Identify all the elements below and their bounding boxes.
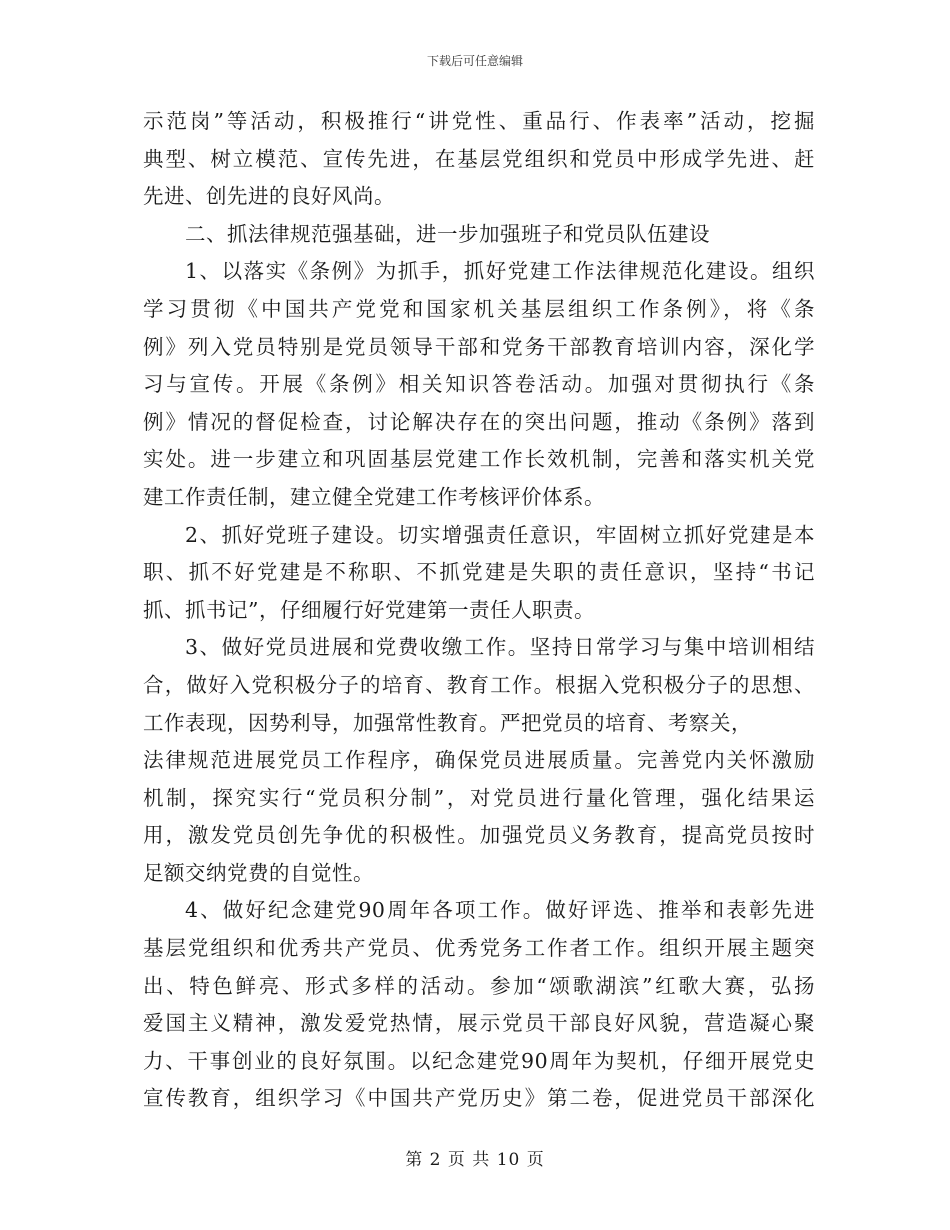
text-line: 例》情况的督促检查，讨论解决存在的突出问题，推动《条例》落到 (143, 409, 815, 434)
page-number: 第 2 页 共 10 页 (405, 1150, 545, 1170)
text-line: 基层党组织和优秀共产党员、优秀党务工作者工作。组织开展主题突 (143, 936, 815, 961)
text-line: 职、抓不好党建是不称职、不抓党建是失职的责任意识，坚持“书记 (143, 560, 815, 585)
text-line: 先进、创先进的良好风尚。 (143, 184, 395, 209)
text-line: 机制，探究实行“党员积分制”，对党员进行量化管理，强化结果运 (143, 785, 815, 810)
text-line: 2、抓好党班子建设。切实增强责任意识，牢固树立抓好党建是本 (185, 522, 815, 547)
document-body (143, 103, 815, 1118)
text-line: 足额交纳党费的自觉性。 (143, 860, 374, 885)
text-line: 建工作责任制，建立健全党建工作考核评价体系。 (143, 484, 605, 509)
text-line: 实处。进一步建立和巩固基层党建工作长效机制，完善和落实机关党 (143, 447, 815, 472)
text-line: 力、干事创业的良好氛围。以纪念建党90周年为契机，仔细开展党史 (143, 1048, 815, 1073)
page-header: 下载后可任意编辑 (426, 54, 523, 68)
text-line: 合，做好入党积极分子的培育、教育工作。根据入党积极分子的思想、 (143, 672, 815, 697)
text-line: 出、特色鲜亮、形式多样的活动。参加“颂歌湖滨”红歌大赛，弘扬 (143, 973, 815, 998)
text-line: 法律规范进展党员工作程序，确保党员进展质量。完善党内关怀激励 (143, 748, 815, 773)
section-heading: 二、抓法律规范强基础，进一步加强班子和党员队伍建设 (185, 221, 710, 246)
text-line: 爱国主义精神，激发爱党热情，展示党员干部良好风貌，营造凝心聚 (143, 1011, 815, 1036)
text-line: 1、以落实《条例》为抓手，抓好党建工作法律规范化建设。组织 (185, 259, 815, 284)
text-line: 典型、树立模范、宣传先进，在基层党组织和党员中形成学先进、赶 (143, 146, 815, 171)
text-line: 3、做好党员进展和党费收缴工作。坚持日常学习与集中培训相结 (185, 635, 815, 660)
text-line: 例》列入党员特别是党员领导干部和党务干部教育培训内容，深化学 (143, 334, 815, 359)
text-line: 抓、抓书记”，仔细履行好党建第一责任人职责。 (143, 597, 595, 622)
text-line: 学习贯彻《中国共产党党和国家机关基层组织工作条例》，将《条 (143, 296, 815, 321)
text-line: 工作表现，因势利导，加强常性教育。严把党员的培育、考察关， (143, 710, 752, 735)
text-line: 示范岗”等活动，积极推行“讲党性、重品行、作表率”活动，挖掘 (143, 109, 815, 133)
text-line: 习与宣传。开展《条例》相关知识答卷活动。加强对贯彻执行《条 (143, 372, 815, 397)
text-line: 4、做好纪念建党90周年各项工作。做好评选、推举和表彰先进 (185, 898, 815, 923)
text-line: 用，激发党员创先争优的积极性。加强党员义务教育，提高党员按时 (143, 823, 815, 848)
text-line: 宣传教育，组织学习《中国共产党历史》第二卷，促进党员干部深化 (143, 1086, 815, 1111)
